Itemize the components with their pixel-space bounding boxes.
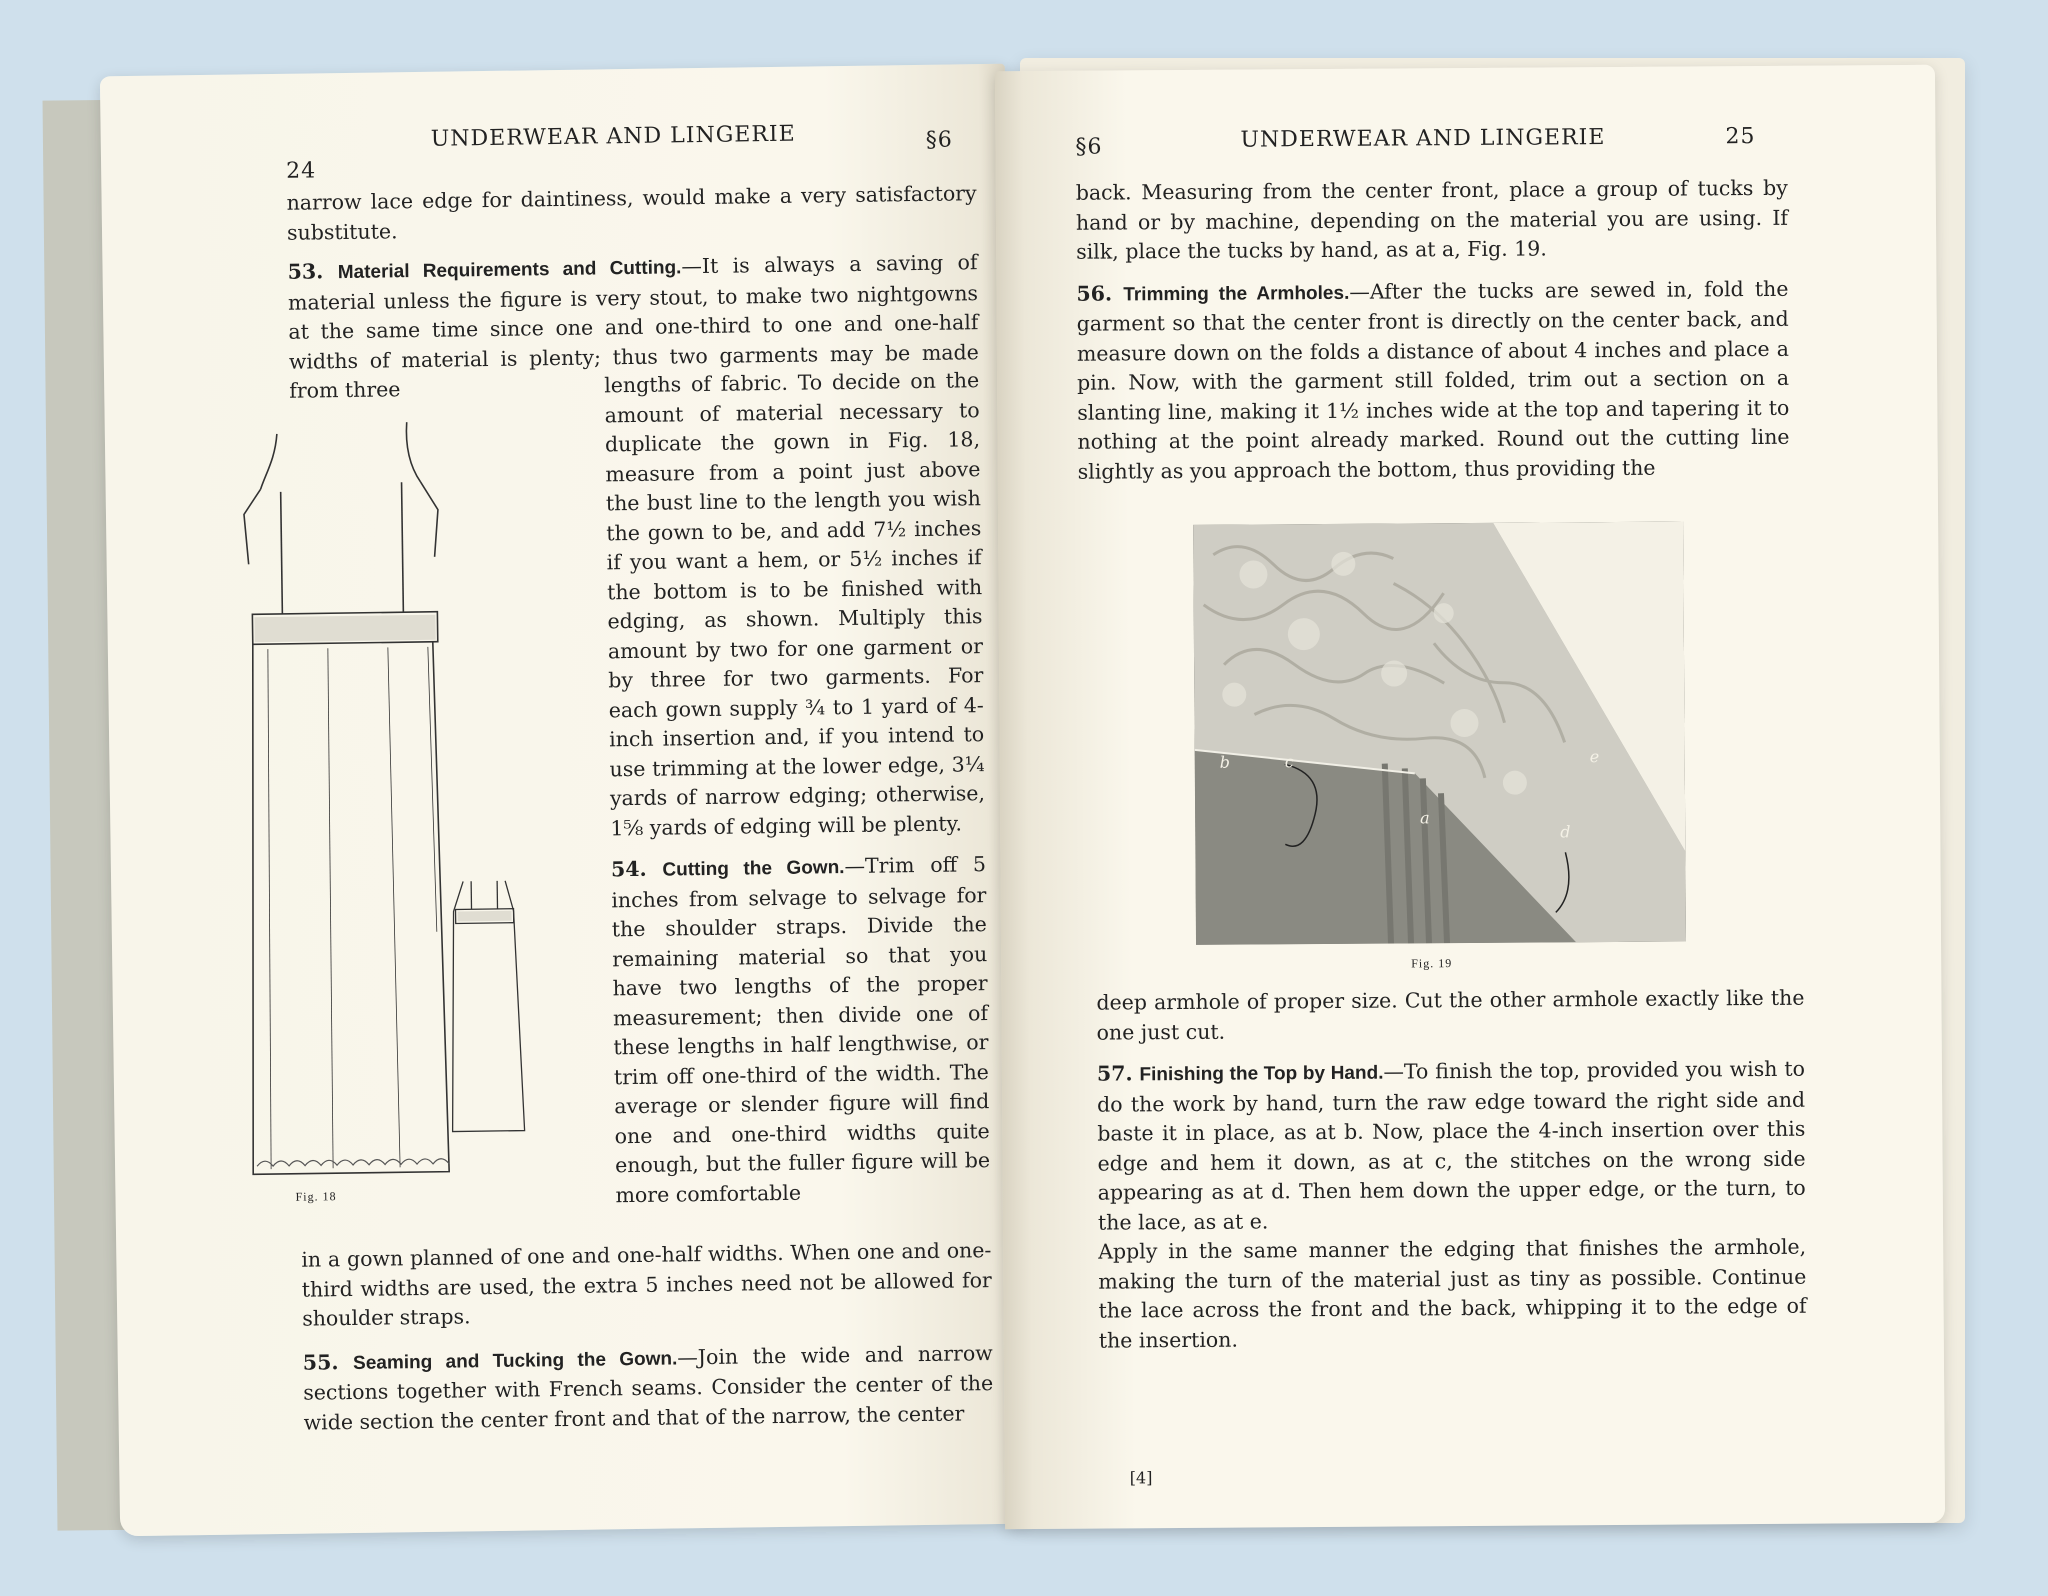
left-page-number: 24 bbox=[286, 158, 317, 184]
right-running-head bbox=[995, 123, 1935, 170]
right-page-number: 25 bbox=[1725, 123, 1756, 150]
paragraph-54 bbox=[611, 850, 991, 1210]
para-55-text: —Join the wide and narrow sections together with French seams. Consider the center of the wide section the center front and that of the narrow, the center bbox=[303, 1340, 994, 1435]
left-page bbox=[100, 64, 1025, 1536]
para-57-text: —To finish the top, provided you wish to do the work by hand, turn the raw edge toward the right side and baste it in place, as at b. Now, place the 4-inch insertion over this edge and hem it down, as at c, the stitches on the wrong side appearing as at d. Then hem down the upper edge, or the turn, to the lace, as at e. bbox=[1097, 1056, 1806, 1235]
para-53-heading: Material Requirements and Cutting. bbox=[337, 257, 682, 284]
closing-paragraph: Apply in the same manner the edging that finishes the armhole, making the turn of the material just as tiny as possible. Continue the lace across the front and the back, whipping it to the edge of the insertion. bbox=[1098, 1234, 1807, 1353]
para-53-column-text: lengths of fabric. To decide on the amount of material necessary to duplicate the gown in Fig. 18, measure from a point just above the bust line to the length you wish the gown to be, and add 7½ inches if you want a hem, or 5½ inches if the bottom is to be finished with edging, as shown. Multiply this amount by two for one garment or by three for two garments. For each gown supply ¾ to 1 yard of 4-inch insertion and, if you intend to use trimming at the lower edge, 3¼ yards of narrow edging; otherwise, 1⅝ yards of edging will be plenty. bbox=[604, 368, 986, 840]
paragraph-57 bbox=[1097, 1055, 1806, 1238]
para-53-number: 53. bbox=[287, 259, 324, 284]
left-opening-text: narrow lace edge for daintiness, would make a very satisfactory substitute. bbox=[286, 181, 977, 245]
para-55-number: 55. bbox=[302, 1349, 339, 1375]
left-section-mark: §6 bbox=[925, 127, 953, 153]
para-57-number: 57. bbox=[1096, 1061, 1133, 1086]
lace-insertion-photo bbox=[1193, 522, 1686, 945]
right-page bbox=[995, 65, 1945, 1530]
para-53-text: —It is always a saving of material unless the figure is very stout, to make two nightgowns at the same time since one and one-third to one and one-half widths of material is plenty; thus two garments may be made from three bbox=[287, 250, 979, 403]
figure-18-caption: Fig. 18 bbox=[295, 1189, 337, 1204]
right-running-title: UNDERWEAR AND LINGERIE bbox=[1240, 125, 1606, 153]
para-56-number: 56. bbox=[1076, 280, 1113, 306]
para-56-text: —After the tucks are sewed in, fold the garment so that the center front is directly on the center back, and measure down on the folds a distance of about 4 inches and place a pin. Now, with the garment still folded, trim out a section on a slanting line, making it 1½ inches wide at the top and tapering it to nothing at the point already marked. Round out the cutting line slightly as you approach the bottom, thus providing the bbox=[1076, 276, 1790, 484]
para-55-heading: Seaming and Tucking the Gown. bbox=[352, 1347, 678, 1374]
figure-label-d: d bbox=[1560, 822, 1571, 842]
figure-label-b: b bbox=[1219, 752, 1231, 772]
paragraph-56 bbox=[1076, 274, 1789, 486]
left-bottom-text bbox=[301, 1236, 994, 1438]
gown-illustration bbox=[225, 410, 556, 1204]
left-running-title: UNDERWEAR AND LINGERIE bbox=[430, 121, 796, 152]
figure-label-c: c bbox=[1284, 752, 1294, 772]
para-54-column-text: —Trim off 5 inches from selvage to selvage for the shoulder straps. Divide the remaining material so that you have two lengths of the proper measurement; then divide one of these lengths in half lengthwise, or trim off one-third of the width. The average or slender figure will find one and one-third widths quite enough, but the fuller figure will be more comfortable bbox=[611, 852, 991, 1207]
para-57-heading: Finishing the Top by Hand. bbox=[1139, 1062, 1384, 1086]
para-54-number: 54. bbox=[610, 856, 647, 882]
figure-19-photo bbox=[1193, 522, 1686, 945]
right-opening-text: back. Measuring from the center front, place a group of tucks by hand or by machine, depending on the material you are using. If silk, place the tucks by hand, as at a, Fig. 19. bbox=[1075, 175, 1789, 264]
left-column-text bbox=[604, 366, 991, 1210]
figure-label-a: a bbox=[1420, 808, 1430, 828]
right-bottom-text bbox=[1096, 984, 1807, 1356]
figure-label-e: e bbox=[1589, 747, 1600, 767]
right-section-mark: §6 bbox=[1075, 134, 1103, 160]
signature-mark: [4] bbox=[1129, 1468, 1153, 1488]
after-figure-text: deep armhole of proper size. Cut the other armhole exactly like the one just cut. bbox=[1096, 985, 1805, 1045]
left-running-head bbox=[101, 119, 1006, 184]
figure-19-caption: Fig. 19 bbox=[1411, 956, 1453, 971]
para-56-heading: Trimming the Armholes. bbox=[1123, 282, 1350, 305]
right-top-text bbox=[1076, 174, 1790, 487]
para-54-heading: Cutting the Gown. bbox=[662, 857, 845, 881]
para-54-continued: in a gown planned of one and one-half widths. When one and one-third widths are used, the extra 5 inches need not be allowed for shoulder straps. bbox=[301, 1238, 992, 1331]
paragraph-55 bbox=[303, 1339, 994, 1438]
figure-18-gown-drawing bbox=[225, 410, 556, 1204]
